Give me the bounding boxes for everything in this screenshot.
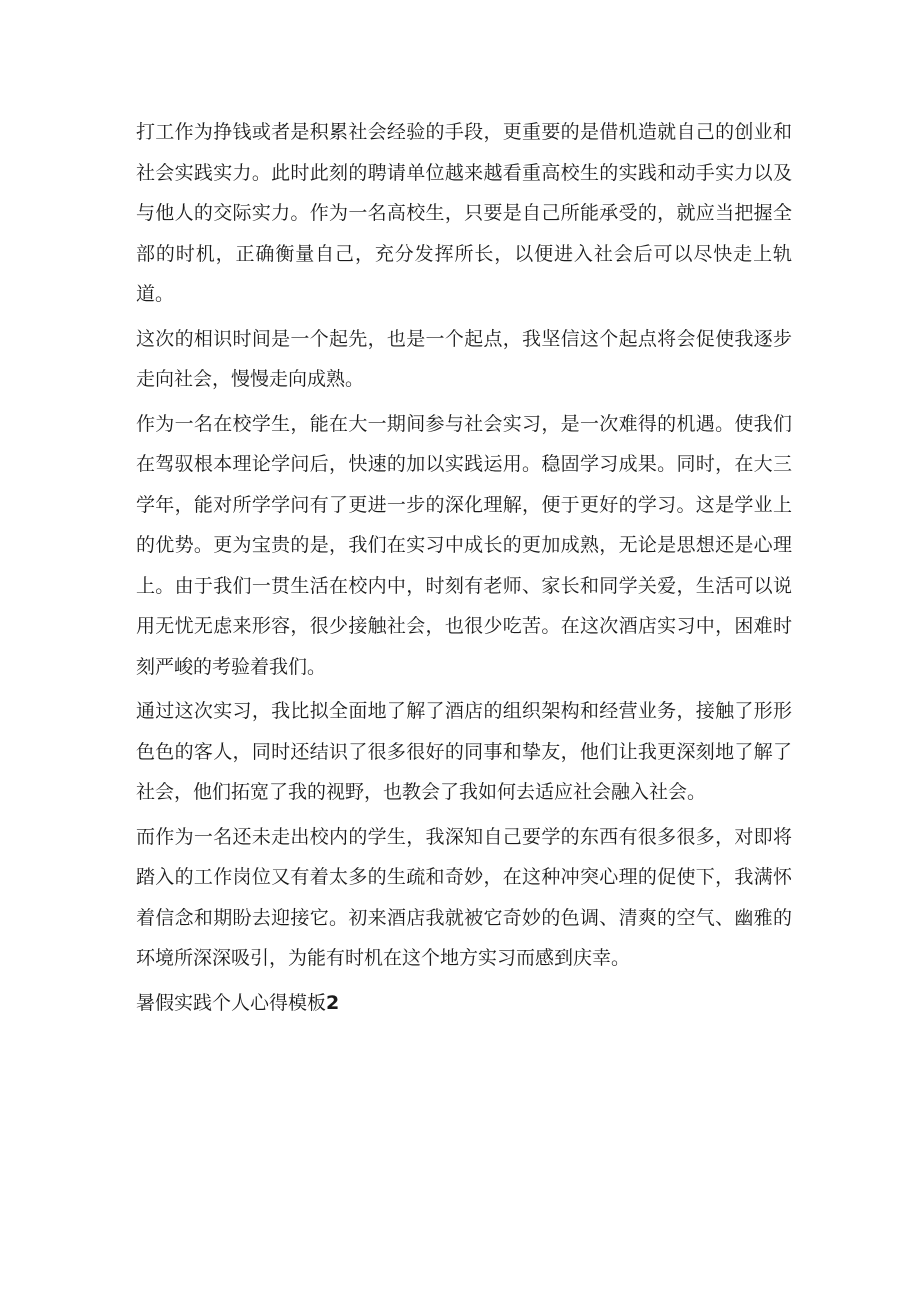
section-heading-number: 2 [326,991,340,1014]
paragraph-2: 这次的相识时间是一个起先，也是一个起点，我坚信这个起点将会促使我逐步走向社会，慢慢走向成熟。 [136,327,792,390]
paragraph-5: 而作为一名还未走出校内的学生，我深知自己要学的东西有很多很多，对即将踏入的工作岗位又有着太多的生疏和奇妙，在这种冲突心理的促使下，我满怀着信念和期盼去迎接它。初来酒店我就被它奇妙的色调、清爽的空气、幽雅的环境所深深吸引，为能有时机在这个地方实习而感到庆幸。 [136,825,792,969]
section-heading [136,983,792,1023]
paragraph-4: 通过这次实习，我比拟全面地了解了酒店的组织架构和经营业务，接触了形形色色的客人，同时还结识了很多很好的同事和挚友，他们让我更深刻地了解了社会，他们拓宽了我的视野，也教会了我如何去适应社会融入社会。 [136,700,792,803]
paragraph-3: 作为一名在校学生，能在大一期间参与社会实习，是一次难得的机遇。使我们在驾驭根本理论学问后，快速的加以实践运用。稳固学习成果。同时，在大三学年，能对所学学问有了更进一步的深化理解，便于更好的学习。这是学业上的优势。更为宝贵的是，我们在实习中成长的更加成熟，无论是思想还是心理上。由于我们一贯生活在校内中，时刻有老师、家长和同学关爱，生活可以说用无忧无虑来形容，很少接触社会，也很少吃苦。在这次酒店实习中，困难时刻严峻的考验着我们。 [136,412,792,678]
paragraph-1: 打工作为挣钱或者是积累社会经验的手段，更重要的是借机造就自己的创业和社会实践实力。此时此刻的聘请单位越来越看重高校生的实践和动手实力以及与他人的交际实力。作为一名高校生，只要是自己所能承受的，就应当把握全部的时机，正确衡量自己，充分发挥所长，以便进入社会后可以尽快走上轨道。 [136,121,792,305]
section-heading-text: 暑假实践个人心得模板 [136,991,327,1014]
document-body [136,112,792,1023]
